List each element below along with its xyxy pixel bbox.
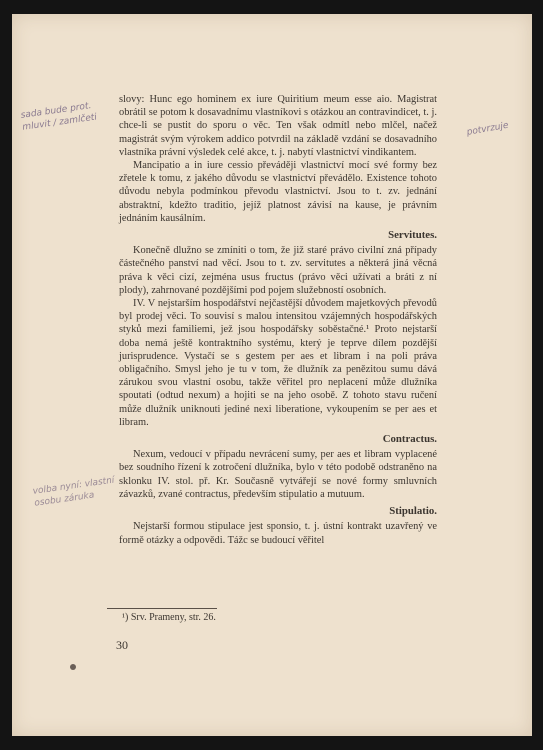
paragraph-5: Nexum, vedoucí v případu nevrácení sumy, per aes et libram vyplacené bez soudního řízení k zotročení dlužníka, bylo v této podobě odstraněno na sklonku IV. stol. př. Kr. Současně vytvářejí se nové formy smluvních závazků, zvané contractus, především stipulatio a mutuum. bbox=[119, 449, 437, 500]
heading-stipulatio: Stipulatio. bbox=[389, 505, 437, 518]
footnote: ¹) Srv. Prameny, str. 26. bbox=[122, 612, 216, 623]
ink-spot bbox=[70, 664, 76, 670]
handwritten-note-right: potvrzuje bbox=[466, 120, 510, 138]
paragraph-3: Konečně dlužno se zmíniti o tom, že již staré právo civilní zná případy částečného panství nad věcí. Jsou to t. zv. servitutes a některá jiná věcná práva k věci cizí, zejména usus fructus (právo věci užívati a bráti z ní plody), zahrnované pozdějšími pod pojem služebností osobních. bbox=[119, 245, 437, 296]
body-text bbox=[119, 93, 437, 547]
footnote-divider bbox=[107, 608, 217, 609]
handwritten-note-left-bottom: volba nyní: vlastní osobu záruka bbox=[32, 475, 116, 509]
heading-contractus: Contractus. bbox=[382, 433, 437, 446]
paragraph-2: Mancipatio a in iure cessio převáději vlastnictví mocí své formy bez zřetele k tomu, z jakého důvodu se vlastnictví převádělo. Existence tohoto důvodu nebyla podmínkou převodu vlastnictví. Jsou to t. zv. jednání abstraktní, kdežto traditio, jejíž platnost závisí na kause, je právním jednáním kausálním. bbox=[119, 160, 437, 224]
paragraph-1: slovy: Hunc ego hominem ex iure Quiritium meum esse aio. Magistrat obrátil se potom k dosavadnímu vlastníkovi s otázkou an contravindicet, t. j. chce-li se pustit do sporu o věc. Ten však odmítl nebo mlčel, načež magistrát svým výrokem addico potvrdil na základě vzdání se dosavadního vlastníka právní výsledek celé akce, t. j. nabytí vlastnictví vindikantem. bbox=[119, 94, 437, 158]
paragraph-4: IV. V nejstarším hospodářství nejčastější důvodem majetkových převodů byl prodej věci. To souvisí s malou intensitou vzájemných hospodářských styků mezi familiemi, jež jsou hospodářsky soběstačné.¹ Proto nejstarší doba nemá ještě kontraktního systému, který je teprve dílem pozdější jurisprudence. Vystačí se s gestem per aes et libram i na poli práva obligačního. Smysl jeho je tu v tom, že dlužník za penězitou sumu dává zárukou svou vlastní osobu, takže věřitel pro neplacení může dlužníka spoutati (odtud nexum) a hojiti se na jeho osobě. Z tohoto stavu ručení může dlužník uniknouti jediné nexi liberatione, vykoupením se per aes et libram. bbox=[119, 298, 437, 428]
heading-servitutes: Servitutes. bbox=[388, 229, 437, 242]
page-number: 30 bbox=[116, 638, 128, 652]
handwritten-note-left-top: sada bude prot. mluvit / zamlčeti bbox=[20, 101, 98, 133]
paragraph-6: Nejstarší formou stipulace jest sponsio, t. j. ústní kontrakt uzavřený ve formě otázky a odpovědi. Tážc se budoucí věřitel bbox=[119, 521, 437, 546]
